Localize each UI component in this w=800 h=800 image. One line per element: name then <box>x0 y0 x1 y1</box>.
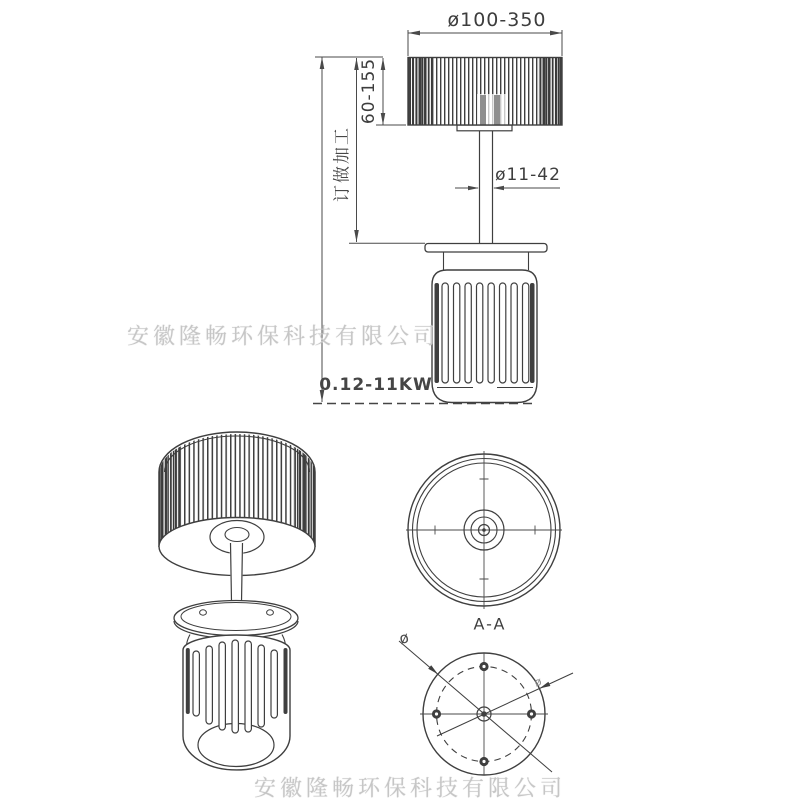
dim-shaft-diameter: ø11-42 <box>495 165 561 185</box>
section-view-drawing <box>406 451 562 609</box>
outer-dia-dim-line <box>437 673 573 736</box>
dim-impeller-diameter-lines <box>408 30 562 56</box>
bolt-circle-dim-line <box>399 641 552 772</box>
watermark-top: 安徽隆畅环保科技有限公司 <box>126 324 440 350</box>
shaft-front <box>480 131 493 243</box>
dim-impeller-height: 60-155 <box>359 57 379 125</box>
impeller-front <box>408 58 562 131</box>
iso-view-drawing <box>159 430 315 770</box>
diameter-symbol-small-label: ø <box>533 674 543 690</box>
motor-iso <box>183 635 290 770</box>
dim-impeller-diameter: ø100-350 <box>447 9 547 31</box>
watermark-bottom: 安徽隆畅环保科技有限公司 <box>253 776 567 800</box>
custom-note-label: 订做加工 <box>332 126 353 202</box>
section-label: A-A <box>473 614 507 634</box>
shaft-iso <box>230 543 244 602</box>
flange-front <box>425 244 547 271</box>
motor-power-label: 0.12-11KW <box>319 375 433 395</box>
flange-view-drawing <box>399 641 573 775</box>
diameter-symbol-label: ø <box>397 628 411 648</box>
motor-front <box>432 270 537 403</box>
dim-shaft-lines <box>455 186 560 191</box>
